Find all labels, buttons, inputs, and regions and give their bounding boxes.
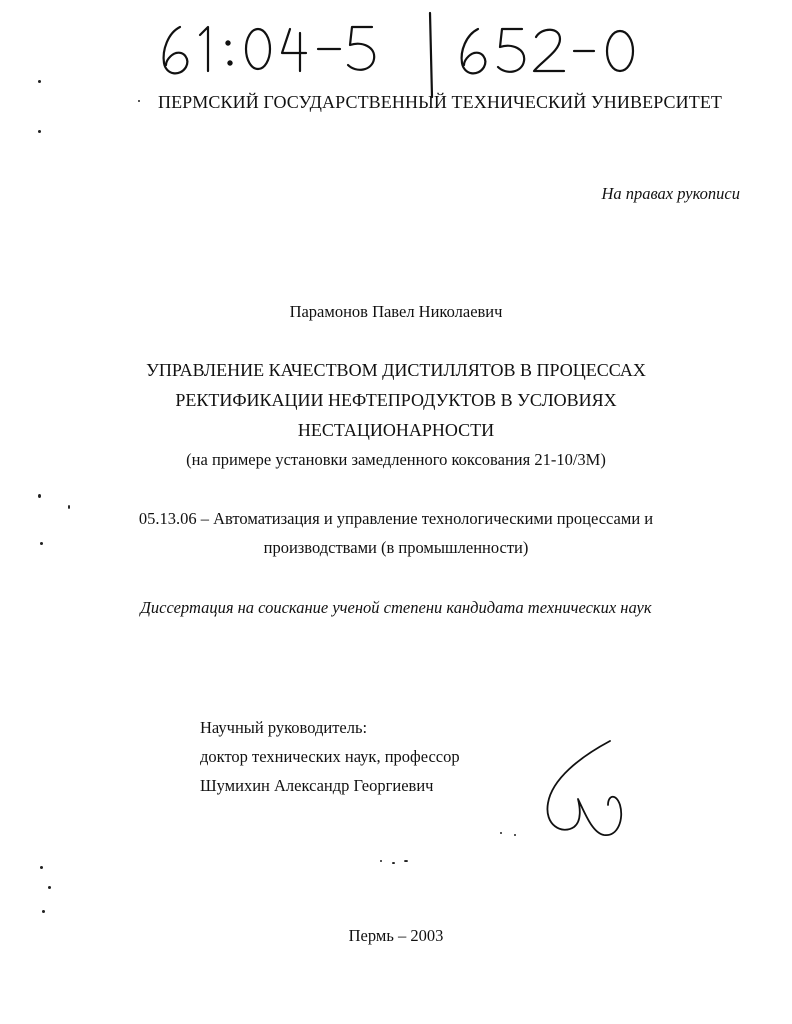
title-subtitle: (на примере установки замедленного коксования 21-10/3М): [186, 450, 606, 469]
rights-note: На правах рукописи: [601, 184, 740, 203]
scan-speck: [404, 860, 408, 862]
title-line-3: НЕСТАЦИОНАРНОСТИ: [297, 420, 495, 440]
scan-speck: [42, 910, 45, 913]
scan-speck: [40, 866, 43, 869]
scan-speck: [392, 862, 395, 864]
supervisor-label: Научный руководитель:: [200, 718, 368, 737]
specialty-line-2: производствами (в промышленности): [263, 538, 529, 557]
scan-speck: [500, 832, 502, 834]
scan-speck: [38, 130, 41, 133]
handwritten-archive-code: [150, 5, 650, 100]
supervisor-signature: [540, 735, 630, 845]
scan-speck: [514, 834, 516, 836]
dissertation-note: Диссертация на соискание ученой степени кандидата технических наук: [140, 598, 652, 617]
supervisor-degree: доктор технических наук, профессор: [200, 747, 460, 766]
scan-speck: [48, 886, 51, 889]
university-name: ПЕРМСКИЙ ГОСУДАРСТВЕННЫЙ ТЕХНИЧЕСКИЙ УНИВЕРСИТЕТ: [157, 92, 723, 112]
scan-speck: [38, 80, 41, 83]
supervisor-name: Шумихин Александр Георгиевич: [200, 776, 434, 795]
specialty-line-1: 05.13.06 – Автоматизация и управление технологическими процессами и: [138, 509, 654, 528]
title-line-1: УПРАВЛЕНИЕ КАЧЕСТВОМ ДИСТИЛЛЯТОВ В ПРОЦЕССАХ: [146, 360, 646, 380]
scan-speck: [380, 860, 382, 862]
scan-speck: [68, 505, 70, 509]
scan-speck: [38, 494, 41, 498]
scan-speck: [40, 542, 43, 545]
title-line-2: РЕКТИФИКАЦИИ НЕФТЕПРОДУКТОВ В УСЛОВИЯХ: [175, 390, 617, 410]
city-year: Пермь – 2003: [348, 926, 444, 945]
scan-speck: [138, 100, 140, 102]
author-name: Парамонов Павел Николаевич: [289, 302, 503, 321]
